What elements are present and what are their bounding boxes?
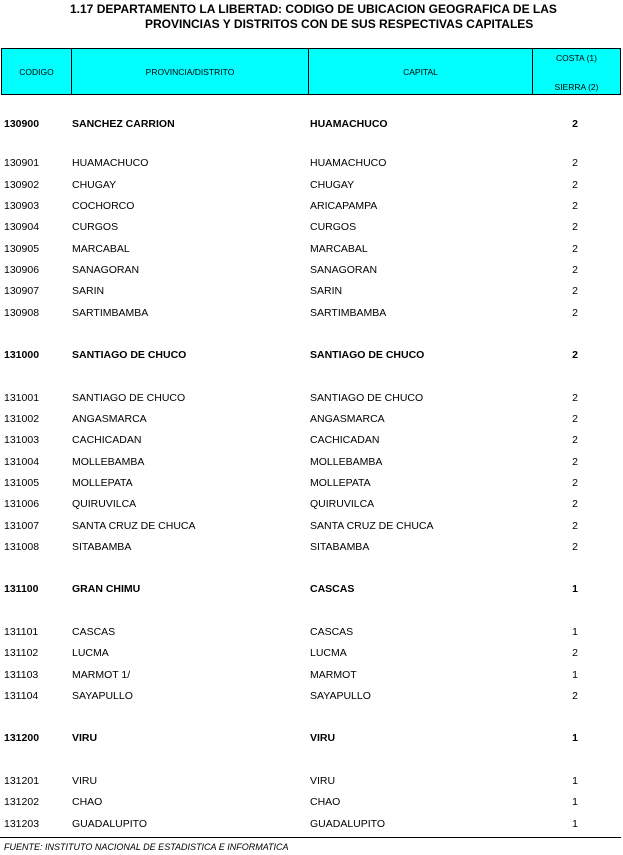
- district-row: [0, 412, 623, 426]
- header-region: [532, 49, 621, 94]
- header-provincia: PROVINCIA/DISTRITO: [71, 49, 308, 94]
- cell-region: 2: [572, 477, 578, 489]
- cell-codigo: 130900: [4, 118, 40, 130]
- cell-region: 2: [572, 392, 578, 404]
- cell-provincia: CURGOS: [72, 221, 119, 233]
- district-row: [0, 774, 623, 788]
- header-region-costa: COSTA (1): [556, 53, 597, 63]
- cell-codigo: 131005: [4, 477, 40, 489]
- district-row: [0, 199, 623, 213]
- cell-provincia: SANCHEZ CARRION: [72, 118, 175, 130]
- cell-provincia: MOLLEBAMBA: [72, 456, 145, 468]
- cell-region: 1: [572, 818, 578, 830]
- province-row: [0, 731, 623, 745]
- district-row: [0, 263, 623, 277]
- cell-codigo: 131104: [4, 690, 39, 702]
- table-bottom-rule: [0, 837, 621, 838]
- cell-capital: QUIRUVILCA: [310, 498, 375, 510]
- cell-region: 2: [572, 285, 578, 297]
- cell-region: 2: [572, 434, 578, 446]
- cell-provincia: SARIN: [72, 285, 105, 297]
- district-row: [0, 433, 623, 447]
- cell-codigo: 131202: [4, 796, 40, 808]
- cell-capital: MOLLEBAMBA: [310, 456, 383, 468]
- cell-provincia: ANGASMARCA: [72, 413, 147, 425]
- cell-provincia: SANTA CRUZ DE CHUCA: [72, 520, 196, 532]
- cell-capital: ARICAPAMPA: [310, 200, 378, 212]
- source-footnote: FUENTE: INSTITUTO NACIONAL DE ESTADISTICA E INFORMATICA: [4, 842, 289, 852]
- cell-region: 2: [572, 118, 578, 130]
- cell-region: 2: [572, 520, 578, 532]
- cell-codigo: 131001: [4, 392, 40, 404]
- cell-region: 1: [572, 626, 578, 638]
- cell-capital: VIRU: [310, 732, 336, 744]
- district-row: [0, 625, 623, 639]
- cell-provincia: SANAGORAN: [72, 264, 140, 276]
- cell-region: 2: [572, 179, 578, 191]
- cell-capital: MARMOT: [310, 669, 357, 681]
- header-capital: CAPITAL: [308, 49, 532, 94]
- cell-provincia: COCHORCO: [72, 200, 135, 212]
- district-row: [0, 540, 623, 554]
- cell-region: 1: [572, 775, 578, 787]
- cell-provincia: CHUGAY: [72, 179, 117, 191]
- province-row: [0, 117, 623, 131]
- district-row: [0, 284, 623, 298]
- cell-codigo: 131003: [4, 434, 40, 446]
- cell-provincia: MARMOT 1/: [72, 669, 131, 681]
- cell-capital: VIRU: [310, 775, 336, 787]
- cell-codigo: 130902: [4, 179, 40, 191]
- cell-provincia: SANTIAGO DE CHUCO: [72, 392, 186, 404]
- cell-provincia: MARCABAL: [72, 243, 130, 255]
- cell-region: 2: [572, 690, 578, 702]
- cell-capital: ANGASMARCA: [310, 413, 385, 425]
- cell-codigo: 130905: [4, 243, 40, 255]
- cell-provincia: MOLLEPATA: [72, 477, 133, 489]
- cell-region: 2: [572, 243, 578, 255]
- cell-region: 2: [572, 541, 578, 553]
- district-row: [0, 646, 623, 660]
- cell-region: 2: [572, 349, 578, 361]
- district-row: [0, 519, 623, 533]
- cell-codigo: 131006: [4, 498, 40, 510]
- title-line-1: 1.17 DEPARTAMENTO LA LIBERTAD: CODIGO DE UBICACION GEOGRAFICA DE LAS: [70, 2, 557, 16]
- cell-provincia: SARTIMBAMBA: [72, 307, 149, 319]
- cell-capital: SANTIAGO DE CHUCO: [310, 392, 424, 404]
- cell-provincia: CHAO: [72, 796, 103, 808]
- cell-codigo: 130903: [4, 200, 40, 212]
- cell-region: 2: [572, 264, 578, 276]
- cell-provincia: LUCMA: [72, 647, 109, 659]
- cell-codigo: 131002: [4, 413, 40, 425]
- district-row: [0, 242, 623, 256]
- cell-region: 2: [572, 498, 578, 510]
- cell-capital: MOLLEPATA: [310, 477, 371, 489]
- cell-capital: SANTA CRUZ DE CHUCA: [310, 520, 434, 532]
- cell-codigo: 130904: [4, 221, 40, 233]
- cell-provincia: CASCAS: [72, 626, 116, 638]
- cell-provincia: SANTIAGO DE CHUCO: [72, 349, 187, 361]
- cell-provincia: HUAMACHUCO: [72, 157, 149, 169]
- cell-provincia: GRAN CHIMU: [72, 583, 141, 595]
- cell-provincia: QUIRUVILCA: [72, 498, 137, 510]
- cell-codigo: 131103: [4, 669, 39, 681]
- cell-codigo: 131000: [4, 349, 40, 361]
- cell-codigo: 131008: [4, 541, 40, 553]
- cell-codigo: 130907: [4, 285, 40, 297]
- cell-capital: HUAMACHUCO: [310, 157, 387, 169]
- cell-codigo: 131201: [4, 775, 40, 787]
- cell-capital: CURGOS: [310, 221, 357, 233]
- cell-capital: SANAGORAN: [310, 264, 378, 276]
- cell-capital: GUADALUPITO: [310, 818, 386, 830]
- cell-region: 2: [572, 307, 578, 319]
- title-line-2: PROVINCIAS Y DISTRITOS CON DE SUS RESPECTIVAS CAPITALES: [145, 17, 534, 31]
- district-row: [0, 817, 623, 831]
- cell-codigo: 131007: [4, 520, 40, 532]
- cell-codigo: 130906: [4, 264, 40, 276]
- cell-region: 2: [572, 157, 578, 169]
- district-row: [0, 220, 623, 234]
- cell-codigo: 131102: [4, 647, 39, 659]
- cell-codigo: 131004: [4, 456, 40, 468]
- cell-capital: SAYAPULLO: [310, 690, 371, 702]
- cell-codigo: 131203: [4, 818, 40, 830]
- district-row: [0, 156, 623, 170]
- cell-codigo: 131200: [4, 732, 40, 744]
- cell-codigo: 131101: [4, 626, 39, 638]
- district-row: [0, 391, 623, 405]
- cell-region: 2: [572, 413, 578, 425]
- cell-codigo: 130901: [4, 157, 40, 169]
- district-row: [0, 668, 623, 682]
- header-region-sierra: SIERRA (2): [554, 82, 599, 92]
- cell-provincia: GUADALUPITO: [72, 818, 148, 830]
- cell-codigo: 130908: [4, 307, 40, 319]
- cell-provincia: SITABAMBA: [72, 541, 132, 553]
- cell-provincia: VIRU: [72, 732, 98, 744]
- district-row: [0, 476, 623, 490]
- district-row: [0, 306, 623, 320]
- cell-capital: CASCAS: [310, 583, 355, 595]
- cell-region: 2: [572, 456, 578, 468]
- district-row: [0, 795, 623, 809]
- cell-provincia: CACHICADAN: [72, 434, 142, 446]
- cell-capital: LUCMA: [310, 647, 347, 659]
- cell-codigo: 131100: [4, 583, 39, 595]
- cell-region: 1: [572, 796, 578, 808]
- cell-capital: MARCABAL: [310, 243, 368, 255]
- header-codigo: CODIGO: [1, 49, 71, 94]
- cell-region: 1: [572, 669, 578, 681]
- cell-capital: SARIN: [310, 285, 343, 297]
- province-row: [0, 348, 623, 362]
- cell-capital: HUAMACHUCO: [310, 118, 388, 130]
- cell-region: 2: [572, 647, 578, 659]
- cell-region: 1: [572, 583, 578, 595]
- cell-capital: SITABAMBA: [310, 541, 370, 553]
- table-header: [1, 48, 621, 95]
- province-row: [0, 582, 623, 596]
- cell-capital: SANTIAGO DE CHUCO: [310, 349, 425, 361]
- district-row: [0, 455, 623, 469]
- cell-capital: SARTIMBAMBA: [310, 307, 387, 319]
- cell-region: 2: [572, 200, 578, 212]
- cell-region: 1: [572, 732, 578, 744]
- cell-capital: CHUGAY: [310, 179, 355, 191]
- cell-provincia: SAYAPULLO: [72, 690, 133, 702]
- cell-capital: CHAO: [310, 796, 341, 808]
- district-row: [0, 689, 623, 703]
- district-row: [0, 497, 623, 511]
- cell-capital: CACHICADAN: [310, 434, 380, 446]
- cell-region: 2: [572, 221, 578, 233]
- cell-provincia: VIRU: [72, 775, 98, 787]
- district-row: [0, 178, 623, 192]
- cell-capital: CASCAS: [310, 626, 354, 638]
